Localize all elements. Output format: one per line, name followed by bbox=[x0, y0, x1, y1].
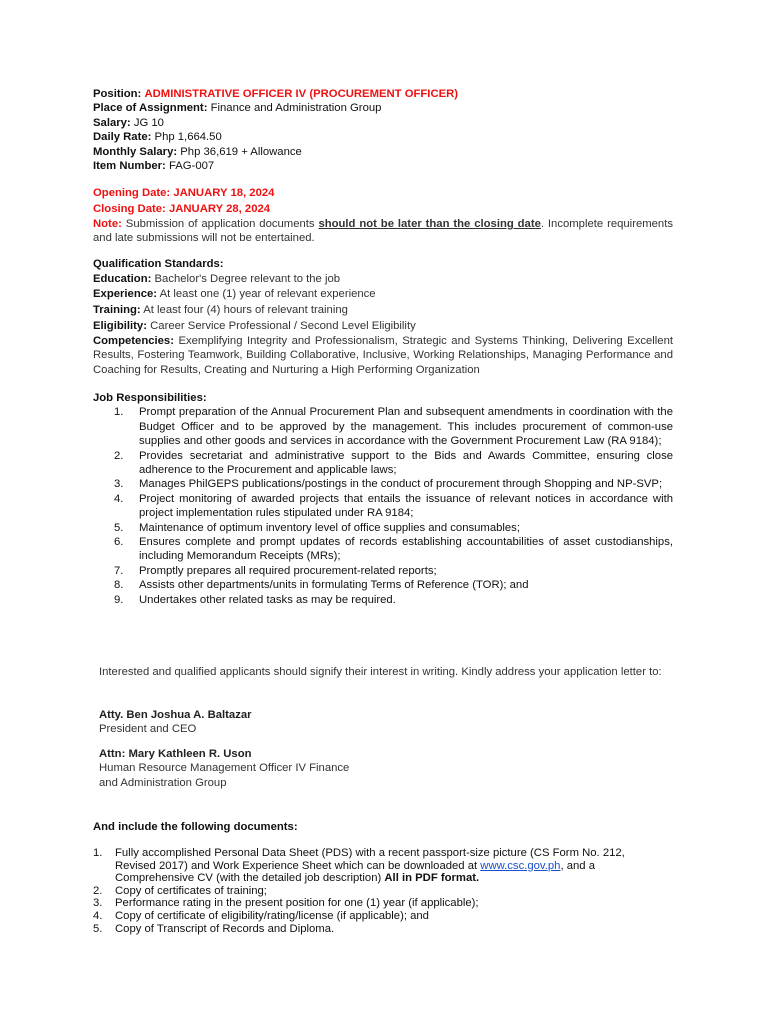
monthly-salary-value: Php 36,619 + Allowance bbox=[180, 145, 302, 158]
submission-note: Note: Submission of application documents should not be later than the closing date. Incomplete requirements and late submissions will not be entertained. bbox=[93, 218, 674, 245]
list-item: 1. Fully accomplished Personal Data Sheet (PDS) with a recent passport-size picture (CS Form No. 212, Revised 2017) and Work Experience Sheet which can be downloaded at www.csc.gov.ph, and a Comprehensive CV (with the detailed job description) All in PDF format. bbox=[93, 847, 625, 885]
monthly-salary-line bbox=[93, 145, 673, 159]
position-label: Position: bbox=[93, 88, 142, 100]
list-item-text: Assists other departments/units in formulating Terms of Reference (TOR); and bbox=[139, 579, 529, 592]
list-item bbox=[93, 593, 673, 607]
closing-date: Closing Date: JANUARY 28, 2024 bbox=[93, 203, 271, 215]
list-item: 5. Copy of Transcript of Records and Diploma. bbox=[93, 922, 335, 935]
required-documents bbox=[93, 820, 673, 834]
note-label: Note: bbox=[93, 218, 122, 230]
addressee-title: President and CEO bbox=[99, 723, 197, 736]
list-item-text: Provides secretariat and administrative support to the Bids and Awards Committee, ensuring close adherence to the Procurement and applicable laws; bbox=[139, 449, 673, 477]
dates-section bbox=[93, 185, 673, 246]
list-item-number: 3. bbox=[114, 478, 124, 491]
closing-date-emphasis: should not be later than the closing date bbox=[318, 218, 541, 230]
daily-rate-label: Daily Rate: bbox=[93, 131, 152, 144]
list-item bbox=[93, 477, 673, 491]
salary-line bbox=[93, 116, 673, 130]
pdf-format-note: All in PDF format. bbox=[384, 872, 480, 885]
daily-rate-line bbox=[93, 130, 673, 144]
place-label: Place of Assignment: bbox=[93, 102, 208, 115]
addressee-name: Atty. Ben Joshua A. Baltazar bbox=[99, 709, 252, 721]
competencies-line: Competencies: Exemplifying Integrity and Professionalism, Strategic and Systems Thinking, Delivering Excellent Results, Fostering Teamwork, Building Collaborative, Inclusive, Working Relationships, Managing Performance and Coaching for Results, Creating and Nurturing a High Performing Organization bbox=[93, 335, 674, 376]
list-item-number: 9. bbox=[114, 593, 124, 606]
attn-title-line-2: and Administration Group bbox=[99, 776, 227, 789]
list-item bbox=[93, 492, 673, 521]
attn-title-line-1: Human Resource Management Officer IV Finance bbox=[99, 762, 350, 775]
list-item bbox=[93, 405, 673, 448]
addressee bbox=[99, 708, 674, 737]
opening-date: Opening Date: JANUARY 18, 2024 bbox=[93, 187, 275, 199]
list-item: 2. Copy of certificates of training; bbox=[93, 884, 267, 897]
monthly-salary-label: Monthly Salary: bbox=[93, 145, 178, 158]
responsibilities-heading: Job Responsibilities: bbox=[93, 392, 207, 404]
list-item-number: 1. bbox=[114, 406, 124, 419]
list-item bbox=[93, 564, 673, 578]
list-item-text: Project monitoring of awarded projects that entails the issuance of relevant notices in accordance with project implementation rules stipulated under RA 9184; bbox=[139, 492, 673, 520]
csc-website-link[interactable]: www.csc.gov.ph bbox=[480, 859, 561, 872]
list-item-number: 8. bbox=[114, 579, 124, 592]
list-item-text: Maintenance of optimum inventory level of office supplies and consumables; bbox=[139, 521, 520, 534]
list-item bbox=[93, 535, 673, 564]
position-line bbox=[93, 87, 673, 101]
application-instructions bbox=[99, 665, 674, 679]
list-item-number: 6. bbox=[114, 536, 124, 549]
salary-label: Salary: bbox=[93, 116, 131, 129]
documents-heading: And include the following documents: bbox=[93, 821, 298, 833]
item-number-line bbox=[93, 159, 673, 173]
education-line: Education: Bachelor's Degree relevant to the job bbox=[93, 273, 341, 285]
eligibility-line: Eligibility: Career Service Professional / Second Level Eligibility bbox=[93, 320, 416, 332]
list-item-number: 5. bbox=[114, 521, 124, 534]
list-item-number: 4. bbox=[114, 492, 124, 505]
position-details bbox=[93, 87, 673, 173]
position-title: ADMINISTRATIVE OFFICER IV (PROCUREMENT OFFICER) bbox=[144, 88, 459, 100]
salary-value: JG 10 bbox=[133, 116, 164, 129]
qualification-heading: Qualification Standards: bbox=[93, 258, 224, 270]
item-number-label: Item Number: bbox=[93, 160, 166, 173]
responsibilities-list bbox=[93, 405, 673, 607]
qualification-standards bbox=[93, 257, 673, 377]
list-item-text: Manages PhilGEPS publications/postings in the conduct of procurement through Shopping and NP-SVP; bbox=[139, 478, 663, 491]
list-item-number: 7. bbox=[114, 564, 124, 577]
attention bbox=[99, 747, 674, 790]
experience-line: Experience: At least one (1) year of relevant experience bbox=[93, 288, 376, 300]
list-item bbox=[93, 449, 673, 478]
list-item: 3. Performance rating in the present position for one (1) year (if applicable); bbox=[93, 897, 479, 910]
documents-list bbox=[93, 847, 641, 935]
list-item-text: Promptly prepares all required procurement-related reports; bbox=[139, 564, 437, 577]
application-intro: Interested and qualified applicants should signify their interest in writing. Kindly address your application letter to: bbox=[99, 666, 662, 678]
list-item-text: Undertakes other related tasks as may be required. bbox=[139, 593, 396, 606]
list-item: 4. Copy of certificate of eligibility/rating/license (if applicable); and bbox=[93, 909, 429, 922]
place-line bbox=[93, 101, 673, 115]
list-item bbox=[93, 521, 673, 535]
item-number-value: FAG-007 bbox=[168, 160, 215, 173]
list-item bbox=[93, 578, 673, 592]
daily-rate-value: Php 1,664.50 bbox=[154, 131, 222, 144]
attn-name: Attn: Mary Kathleen R. Uson bbox=[99, 748, 252, 760]
place-value: Finance and Administration Group bbox=[210, 102, 382, 115]
documents-list-wrap bbox=[93, 847, 641, 935]
training-line: Training: At least four (4) hours of relevant training bbox=[93, 304, 348, 316]
list-item-text: Ensures complete and prompt updates of records establishing accountabilities of asset custodianships, including Memorandum Receipts (MRs); bbox=[139, 536, 673, 563]
list-item-number: 2. bbox=[114, 449, 124, 462]
list-item-text: Prompt preparation of the Annual Procurement Plan and subsequent amendments in coordination with the Budget Officer and to be approved by the management. This includes procurement of common-use supplies and other goods and services in accordance with the Government Procurement Law (RA 9184); bbox=[139, 406, 673, 448]
job-responsibilities bbox=[93, 391, 673, 607]
